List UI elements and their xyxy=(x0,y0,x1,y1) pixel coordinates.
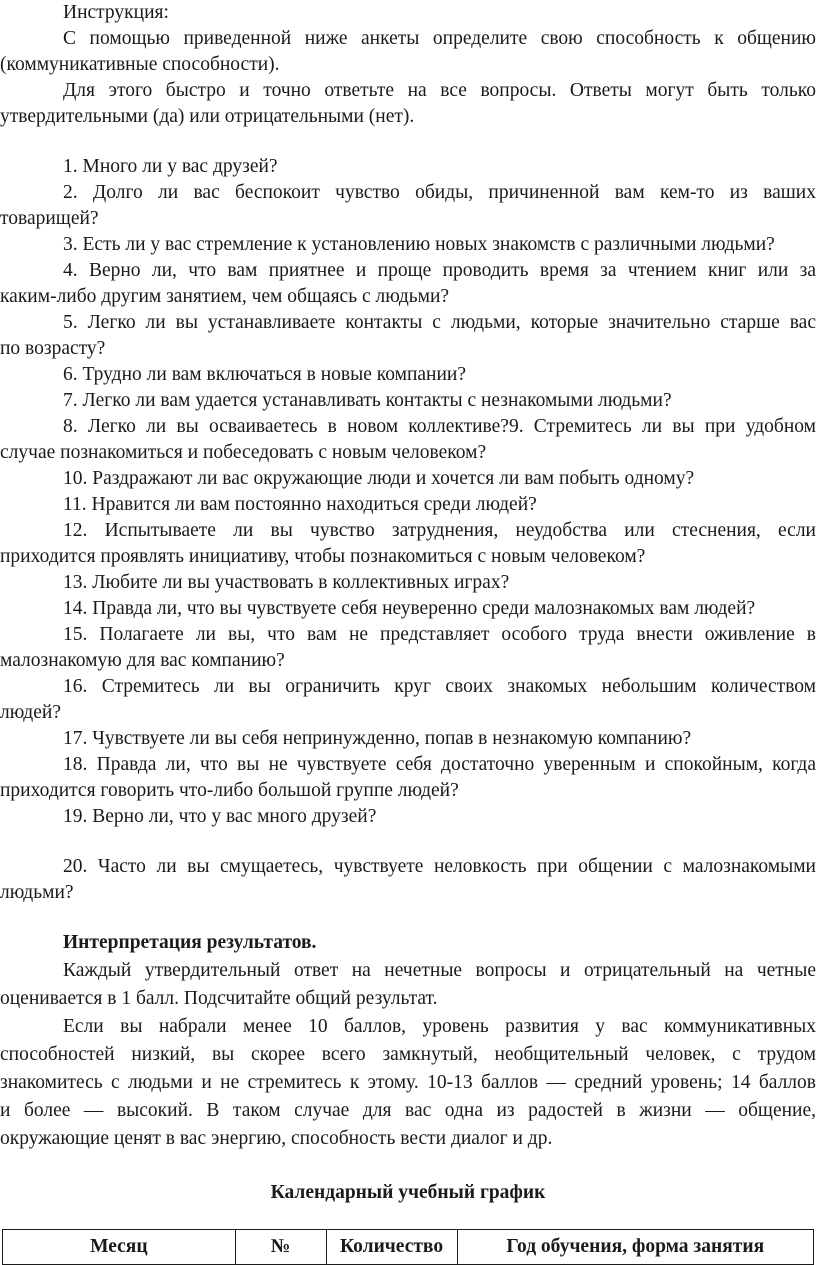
question-15-line2: малознакомую для вас компанию? xyxy=(0,650,285,671)
question-17: 17. Чувствуете ли вы себя непринужденно, попав в незнакомую компанию? xyxy=(63,728,692,749)
instruction-p2-line1: Для этого быстро и точно ответьте на все вопросы. Ответы могут быть только xyxy=(63,80,816,101)
question-19: 19. Верно ли, что у вас много друзей? xyxy=(63,806,377,827)
question-4-line2: каким-либо другим занятием, чем общаясь с людьми? xyxy=(0,286,450,307)
question-11: 11. Нравится ли вам постоянно находиться среди людей? xyxy=(63,494,537,515)
question-3: 3. Есть ли у вас стремление к установлению новых знакомств с различными людьми? xyxy=(63,234,775,255)
instruction-p1-line2: (коммуникативные способности). xyxy=(0,54,280,75)
question-16-line1: 16. Стремитесь ли вы ограничить круг своих знакомых небольшим количеством xyxy=(63,676,816,697)
column-header-count: Количество xyxy=(326,1230,457,1265)
question-18-line1: 18. Правда ли, что вы не чувствуете себя достаточно уверенным и спокойным, когда xyxy=(63,754,816,775)
interpretation-p1-line2: оценивается в 1 балл. Подсчитайте общий результат. xyxy=(0,988,438,1009)
instruction-heading: Инструкция: xyxy=(63,2,169,23)
question-20-line1: 20. Часто ли вы смущаетесь, чувствуете неловкость при общении с малознакомыми xyxy=(63,856,816,877)
schedule-table xyxy=(2,1229,814,1265)
question-6: 6. Трудно ли вам включаться в новые компании? xyxy=(63,364,466,385)
question-18-line2: приходится говорить что-либо большой группе людей? xyxy=(0,780,459,801)
schedule-title: Календарный учебный график xyxy=(270,1182,546,1203)
instruction-p1-line1: С помощью приведенной ниже анкеты определите свою способность к общению xyxy=(63,28,816,49)
interpretation-heading: Интерпретация результатов. xyxy=(63,932,317,953)
instruction-p2-line2: утвердительными (да) или отрицательными (нет). xyxy=(0,106,415,127)
question-4-line1: 4. Верно ли, что вам приятнее и проще проводить время за чтением книг или за xyxy=(63,260,816,281)
question-14: 14. Правда ли, что вы чувствуете себя неуверенно среди малознакомых вам людей? xyxy=(63,598,756,619)
question-1: 1. Много ли у вас друзей? xyxy=(63,156,278,177)
column-header-number: № xyxy=(235,1230,326,1265)
question-16-line2: людей? xyxy=(0,702,61,723)
interpretation-p2-line2: способностей низкий, вы скорее всего замкнутый, необщительный человек, с трудом xyxy=(0,1044,816,1065)
question-10: 10. Раздражают ли вас окружающие люди и хочется ли вам побыть одному? xyxy=(63,468,695,489)
question-7: 7. Легко ли вам удается устанавливать контакты с незнакомыми людьми? xyxy=(63,390,672,411)
interpretation-p2-line5: окружающие ценят в вас энергию, способность вести диалог и др. xyxy=(0,1128,553,1149)
column-header-month: Месяц xyxy=(3,1230,236,1265)
interpretation-p1-line1: Каждый утвердительный ответ на нечетные вопросы и отрицательный на четные xyxy=(63,960,816,981)
question-20-line2: людьми? xyxy=(0,882,74,903)
question-5-line2: по возрасту? xyxy=(0,338,106,359)
question-2-line2: товарищей? xyxy=(0,208,99,229)
question-12-line1: 12. Испытываете ли вы чувство затруднения, неудобства или стеснения, если xyxy=(63,520,816,541)
interpretation-p2-line4: и более — высокий. В таком случае для вас одна из радостей в жизни — общение, xyxy=(0,1100,816,1121)
question-13: 13. Любите ли вы участвовать в коллективных играх? xyxy=(63,572,510,593)
question-8-line2: случае познакомиться и побеседовать с новым человеком? xyxy=(0,442,487,463)
interpretation-p2-line1: Если вы набрали менее 10 баллов, уровень развития у вас коммуникативных xyxy=(63,1016,816,1037)
question-15-line1: 15. Полагаете ли вы, что вам не представляет особого труда внести оживление в xyxy=(63,624,816,645)
question-8-line1: 8. Легко ли вы осваиваетесь в новом коллективе?9. Стремитесь ли вы при удобном xyxy=(63,416,816,437)
column-header-year-form: Год обучения, форма занятия xyxy=(457,1230,814,1265)
interpretation-p2-line3: знакомитесь с людьми и не стремитесь к этому. 10-13 баллов — средний уровень; 14 баллов xyxy=(0,1072,816,1093)
question-5-line1: 5. Легко ли вы устанавливаете контакты с людьми, которые значительно старше вас xyxy=(63,312,816,333)
question-2-line1: 2. Долго ли вас беспокоит чувство обиды, причиненной вам кем-то из ваших xyxy=(63,182,816,203)
question-12-line2: приходится проявлять инициативу, чтобы познакомиться с новым человеком? xyxy=(0,546,646,567)
schedule-header-row xyxy=(3,1230,814,1265)
